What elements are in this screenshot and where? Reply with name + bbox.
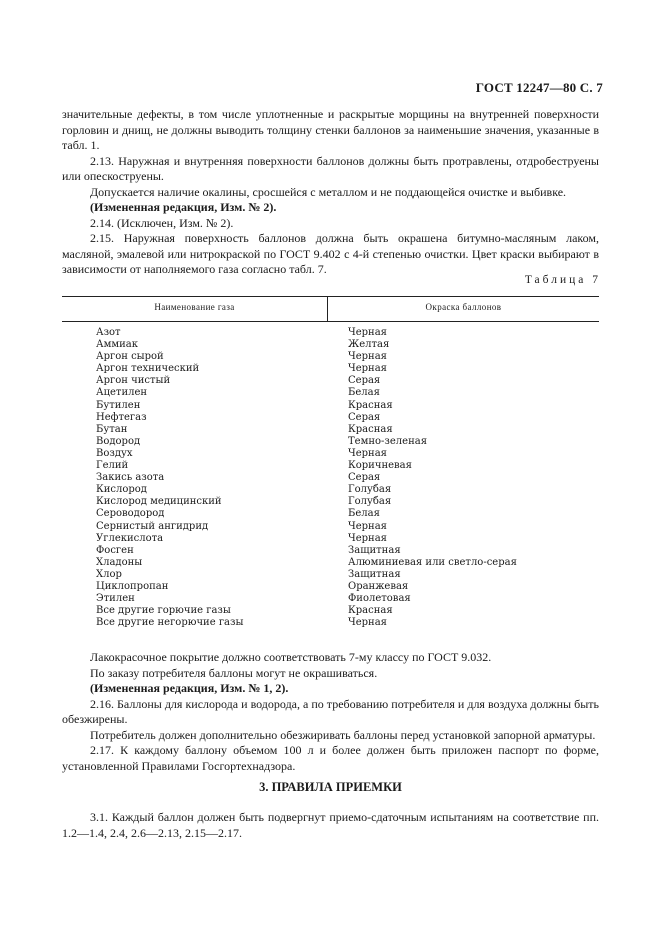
table-row [62,521,599,533]
table-header-rule [62,321,599,322]
amendment-note-2: (Измененная редакция, Изм. № 1, 2). [90,681,289,695]
gas-name-cell: Аммиак [96,339,139,351]
gas-name-cell: Кислород [96,484,147,496]
gas-name-cell: Азот [96,327,121,338]
table-row [62,448,599,460]
cylinder-color-cell: Черная [348,617,387,629]
table-row [62,593,599,605]
cylinder-color-cell: Черная [348,447,387,459]
table-row [62,557,599,569]
cylinder-color-cell: Голубая [348,484,392,496]
table-row [62,436,599,448]
gas-color-table [62,296,599,629]
paragraph-continuation: значительные дефекты, в том числе уплотненные и раскрытые морщины на внутренней поверхности горловин и днищ, не должны выводить толщину стенки баллонов за наименьшие значения, указанные в табл. 1. [62,107,599,152]
cylinder-color-cell: Белая [348,387,380,399]
gas-name-cell: Водород [96,435,141,447]
table-row [62,339,599,351]
gas-name-cell: Гелий [96,460,129,472]
cylinder-color-cell: Черная [348,520,387,532]
page-header: ГОСТ 12247—80 С. 7 [475,80,603,95]
gas-name-cell: Бутилен [96,399,141,411]
table-row [62,617,599,629]
cylinder-color-cell: Черная [348,532,387,544]
table-row [62,400,599,412]
cylinder-color-cell: Защитная [348,544,401,556]
gas-name-cell: Все другие горючие газы [96,605,231,617]
gas-name-cell: Аргон чистый [96,375,171,387]
gas-name-cell: Ацетилен [96,387,148,399]
gas-name-cell: Аргон технический [96,363,200,375]
paragraph-2-13: 2.13. Наружная и внутренняя поверхности баллонов должны быть протравлены, отдробеструены или опескоструены. [62,153,599,183]
gas-name-cell: Этилен [96,593,135,605]
cylinder-color-cell: Черная [348,351,387,363]
text-block-bottom [62,650,599,774]
table-body [62,327,599,629]
cylinder-color-cell: Алюминиевая или светло-серая [348,556,517,568]
gas-name-cell: Циклопропан [96,580,169,592]
table-row [62,351,599,363]
paragraph-coating-class: Лакокрасочное покрытие должно соответствовать 7-му классу по ГОСТ 9.032. [90,650,492,664]
gas-name-cell: Бутан [96,423,128,435]
text-block-top [62,107,599,278]
cylinder-color-cell: Красная [348,423,393,435]
table-row [62,363,599,375]
gas-name-cell: Хладоны [96,556,143,568]
gas-name-cell: Все другие негорючие газы [96,617,244,629]
cylinder-color-cell: Белая [348,508,380,520]
cylinder-color-cell: Красная [348,605,393,617]
table-row [62,412,599,424]
gas-name-cell: Хлор [96,568,122,580]
table-row [62,581,599,593]
cylinder-color-cell: Серая [348,472,381,484]
gas-name-cell: Фосген [96,544,134,556]
table-row [62,545,599,557]
cylinder-color-cell: Желтая [348,339,390,351]
paragraph-2-15: 2.15. Наружная поверхность баллонов должна быть окрашена битумно-масляным лаком, масляной, эмалевой или нитрокраской по ГОСТ 9.402 с 4-й степенью очистки. Цвет краски выбирают в зависимости от наполняемого газа согласно табл. 7. [62,231,599,276]
table-row [62,424,599,436]
table-header [62,297,599,321]
gas-name-cell: Кислород медицинский [96,496,222,508]
gas-name-cell: Воздух [96,447,133,459]
gas-name-cell: Нефтегаз [96,411,147,423]
paragraph-degrease: Потребитель должен дополнительно обезжиривать баллоны перед установкой запорной арматуры. [90,727,596,742]
table-label: Таблица 7 [524,274,601,286]
table-row [62,508,599,520]
text-block-section-3 [62,810,599,841]
paragraph-3-1: 3.1. Каждый баллон должен быть подвергнут приемо-сдаточным испытаниям на соответствие пп. 1.2—1.4, 2.4, 2.6—2.13, 2.15—2.17. [62,810,599,840]
gas-name-cell: Закись азота [96,472,165,484]
table-row [62,387,599,399]
cylinder-color-cell: Коричневая [348,460,412,472]
paragraph-2-16: 2.16. Баллоны для кислорода и водорода, а по требованию потребителя и для воздуха должны быть обезжирены. [62,696,599,726]
cylinder-color-cell: Оранжевая [348,580,409,592]
table-row [62,460,599,472]
cylinder-color-cell: Защитная [348,568,401,580]
cylinder-color-cell: Серая [348,411,381,423]
table-row [62,605,599,617]
table-row [62,327,599,339]
cylinder-color-cell: Фиолетовая [348,593,411,605]
paragraph-2-17: 2.17. К каждому баллону объемом 100 л и более должен быть приложен паспорт по форме, установленной Правилами Госгортехнадзора. [62,743,599,773]
cylinder-color-cell: Черная [348,327,387,338]
cylinder-color-cell: Красная [348,399,393,411]
table-row [62,375,599,387]
paragraph-no-paint: По заказу потребителя баллоны могут не окрашиваться. [90,665,378,680]
gas-name-cell: Сероводород [96,508,165,520]
gas-name-cell: Сернистый ангидрид [96,520,209,532]
table-row [62,533,599,545]
amendment-note-1: (Измененная редакция, Изм. № 2). [90,200,277,214]
cylinder-color-cell: Темно-зеленая [348,435,428,447]
column-header-gas: Наименование газа [154,302,235,312]
gas-name-cell: Углекислота [96,532,164,544]
cylinder-color-cell: Серая [348,375,381,387]
cylinder-color-cell: Черная [348,363,387,375]
cylinder-color-cell: Голубая [348,496,392,508]
table-row [62,496,599,508]
column-header-color: Окраска баллонов [425,302,502,312]
gas-name-cell: Аргон сырой [96,351,164,363]
section-title: 3. ПРАВИЛА ПРИЕМКИ [259,780,402,794]
table-row [62,472,599,484]
paragraph-2-14: 2.14. (Исключен, Изм. № 2). [90,215,234,230]
table-row [62,484,599,496]
table-row [62,569,599,581]
paragraph-scale-allowed: Допускается наличие окалины, сросшейся с металлом и не поддающейся очистке и выбивке. [90,184,567,199]
